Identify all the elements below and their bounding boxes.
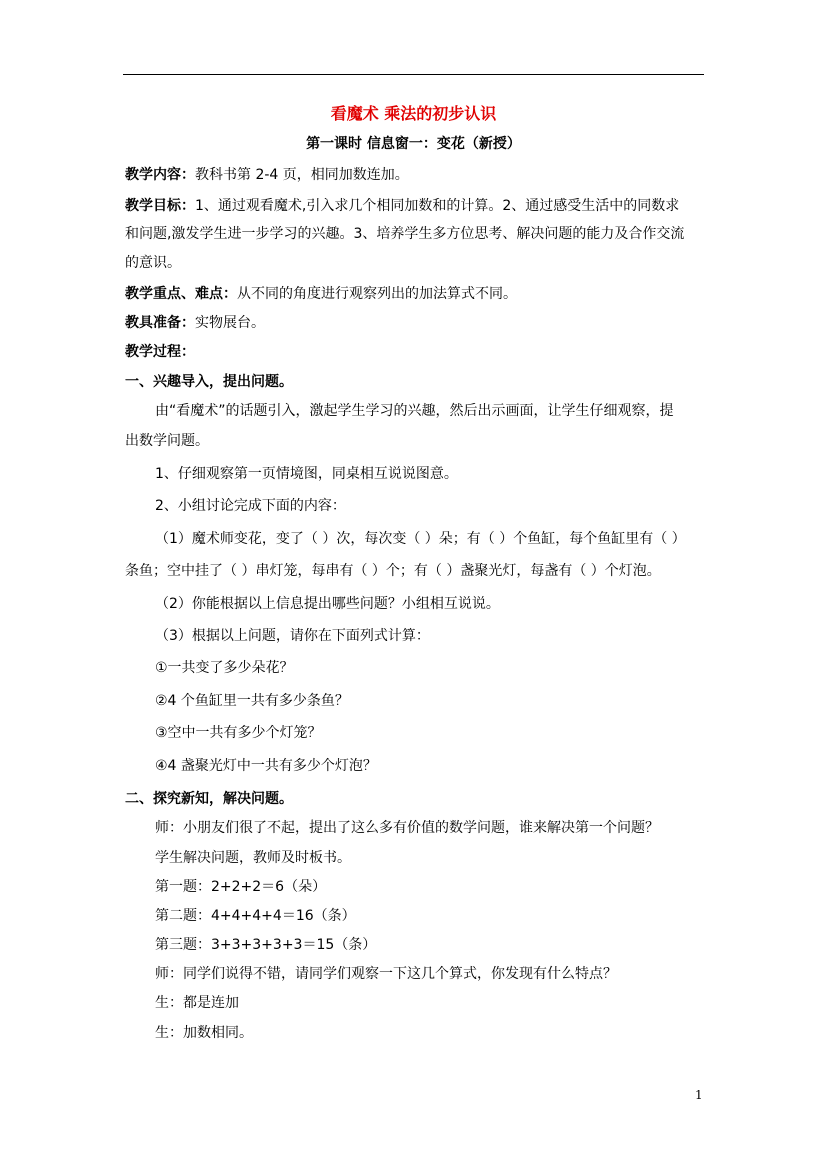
teaching-goals (125, 196, 705, 216)
question-3: ③空中一共有多少个灯笼？ (155, 725, 322, 741)
section-1-step-2: 2、小组讨论完成下面的内容： (155, 498, 346, 514)
teaching-focus (125, 284, 705, 304)
lesson-subtitle: 第一课时 信息窗一：变花（新授） (306, 136, 521, 152)
header-rule (123, 74, 704, 75)
teaching-tools-label: 教具准备： (125, 315, 195, 331)
section-2-line-4: 第二题：4+4+4+4＝16（条） (155, 908, 356, 924)
teaching-process-label: 教学过程： (125, 344, 195, 360)
section-1-step-1: 1、仔细观察第一页情境图，同桌相互说说图意。 (155, 466, 458, 482)
teaching-focus-text: 从不同的角度进行观察列出的加法算式不同。 (237, 286, 517, 302)
section-2-line-3: 第一题：2+2+2＝6（朵） (155, 879, 327, 895)
section-2-heading: 二、探究新知，解决问题。 (125, 791, 293, 807)
section-1-fill-in-1: （1）魔术师变花，变了（ ）次，每次变（ ）朵；有（ ）个鱼缸，每个鱼缸里有（ ） (155, 531, 686, 547)
teaching-tools-text: 实物展台。 (195, 315, 265, 331)
section-1-calc-prompt: （3）根据以上问题，请你在下面列式计算： (155, 628, 430, 644)
page-title: 看魔术 乘法的初步认识 (330, 104, 497, 123)
teaching-goals-text-3: 的意识。 (125, 255, 181, 271)
section-1-paragraph-1: 由“看魔术”的话题引入，激起学生学习的兴趣，然后出示画面，让学生仔细观察，提 (155, 403, 674, 419)
section-2-line-1: 师：小朋友们很了不起，提出了这么多有价值的数学问题，谁来解决第一个问题？ (155, 820, 659, 836)
question-4: ④4 盏聚光灯中一共有多少个灯泡？ (155, 758, 377, 774)
section-1-question-prompt: （2）你能根据以上信息提出哪些问题？小组相互说说。 (155, 596, 500, 612)
section-2-line-7: 生：都是连加 (155, 995, 239, 1011)
teaching-goals-label: 教学目标： (125, 198, 195, 214)
section-2-line-6: 师：同学们说得不错，请同学们观察一下这几个算式，你发现有什么特点？ (155, 966, 617, 982)
page-number: 1 (695, 1088, 703, 1102)
teaching-content-label: 教学内容： (125, 167, 195, 183)
teaching-focus-label: 教学重点、难点： (125, 286, 237, 302)
teaching-content (125, 165, 705, 185)
question-2: ②4 个鱼缸里一共有多少条鱼？ (155, 693, 349, 709)
teaching-content-text: 教科书第 2-4 页，相同加数连加。 (195, 167, 409, 183)
section-1-heading: 一、兴趣导入，提出问题。 (125, 374, 293, 390)
section-1-fill-in-2: 条鱼；空中挂了（ ）串灯笼，每串有（ ）个；有（ ）盏聚光灯，每盏有（ ）个灯泡。 (125, 563, 661, 579)
section-2-line-2: 学生解决问题，教师及时板书。 (155, 850, 351, 866)
teaching-goals-text-2: 和问题,激发学生进一步学习的兴趣。3、培养学生多方位思考、解决问题的能力及合作交流 (125, 226, 685, 242)
teaching-tools (125, 313, 705, 333)
section-2-line-8: 生：加数相同。 (155, 1025, 253, 1041)
question-1: ①一共变了多少朵花？ (155, 660, 294, 676)
section-1-paragraph-1-cont: 出数学问题。 (125, 433, 209, 449)
section-2-line-5: 第三题：3+3+3+3+3＝15（条） (155, 937, 377, 953)
teaching-goals-text-1: 1、通过观看魔术,引入求几个相同加数和的计算。2、通过感受生活中的同数求 (195, 198, 680, 214)
